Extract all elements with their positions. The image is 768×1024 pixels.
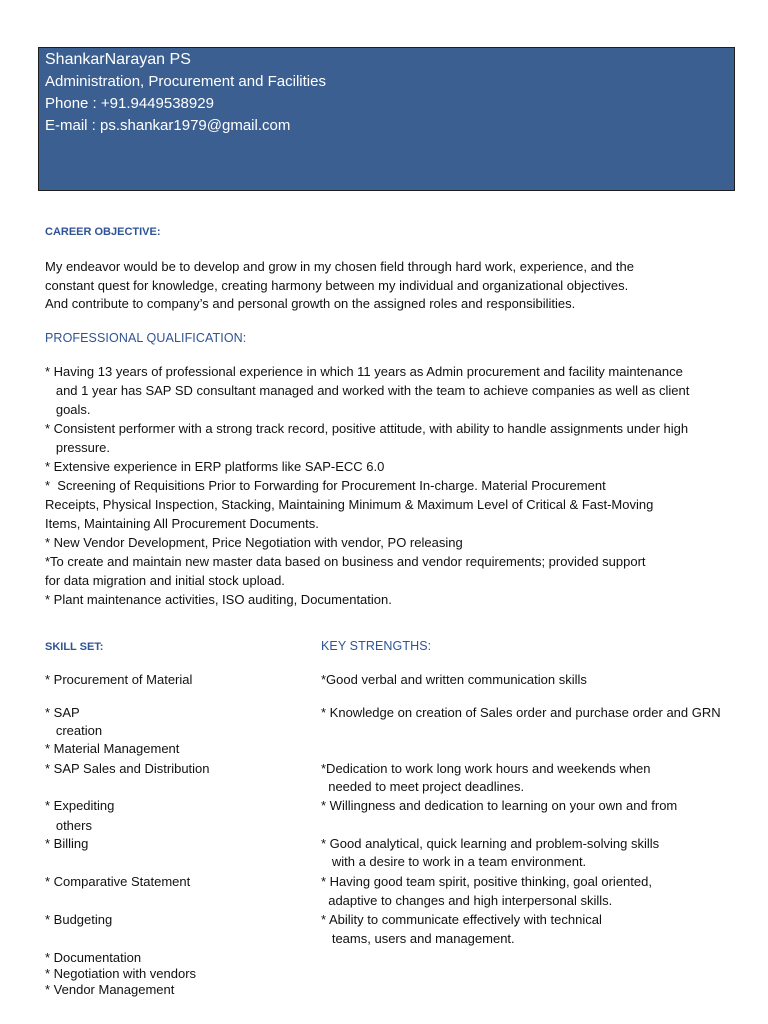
qualification-line: *To create and maintain new master data based on business and vendor requirements; provided support xyxy=(45,554,646,569)
strength-item: needed to meet project deadlines. xyxy=(321,779,525,794)
skill-item: * Expediting xyxy=(45,798,115,813)
candidate-email: E-mail : ps.shankar1979@gmail.com xyxy=(45,117,291,134)
qualification-line: * Extensive experience in ERP platforms like SAP-ECC 6.0 xyxy=(45,459,385,474)
skill-item: * Documentation xyxy=(45,950,142,965)
skill-item: others xyxy=(45,818,92,833)
strength-item: *Dedication to work long work hours and weekends when xyxy=(321,761,651,776)
career-objective-line: constant quest for knowledge, creating harmony between my individual and organizational objectives. xyxy=(45,277,629,293)
skill-item: * Procurement of Material xyxy=(45,672,193,687)
qualification-line: * Consistent performer with a strong track record, positive attitude, with ability to handle assignments under high xyxy=(45,421,689,436)
career-objective-line: And contribute to company’s and personal growth on the assigned roles and responsibilities. xyxy=(45,296,576,311)
career-objective-text xyxy=(45,258,634,314)
strength-item: * Knowledge on creation of Sales order and purchase order and GRN xyxy=(321,705,721,720)
strength-item: * Having good team spirit, positive thinking, goal oriented, xyxy=(321,874,652,889)
professional-qualification-list xyxy=(45,362,689,609)
qualification-line: and 1 year has SAP SD consultant managed and worked with the team to achieve companies as well as client xyxy=(45,383,690,398)
professional-qualification-title: PROFESSIONAL QUALIFICATION: xyxy=(45,331,247,345)
skill-item: * SAP Sales and Distribution xyxy=(45,761,210,776)
qualification-line: pressure. xyxy=(45,440,111,455)
qualification-line: * New Vendor Development, Price Negotiation with vendor, PO releasing xyxy=(45,535,463,550)
skill-item: * Billing xyxy=(45,836,89,851)
skill-item: * Negotiation with vendors xyxy=(45,966,197,981)
skill-item: * Vendor Management xyxy=(45,982,175,997)
candidate-phone: Phone : +91.9449538929 xyxy=(45,95,214,112)
strength-item: with a desire to work in a team environment. xyxy=(321,854,587,869)
skill-item: * Material Management xyxy=(45,741,180,756)
strength-item: * Good analytical, quick learning and problem-solving skills xyxy=(321,836,660,851)
skill-item: creation xyxy=(45,723,103,738)
skill-item: * Budgeting xyxy=(45,912,113,927)
strength-item: *Good verbal and written communication skills xyxy=(321,672,587,687)
key-strengths-title: KEY STRENGTHS: xyxy=(321,639,432,653)
qualification-line: for data migration and initial stock upload. xyxy=(45,573,285,588)
skill-item: * SAP xyxy=(45,705,80,720)
qualification-line: * Plant maintenance activities, ISO auditing, Documentation. xyxy=(45,592,392,607)
qualification-line: Items, Maintaining All Procurement Documents. xyxy=(45,516,319,531)
career-objective-line: My endeavor would be to develop and grow in my chosen field through hard work, experience, and the xyxy=(45,259,634,274)
strength-item: adaptive to changes and high interpersonal skills. xyxy=(321,893,613,908)
skill-item: * Comparative Statement xyxy=(45,874,191,889)
strength-item: * Willingness and dedication to learning on your own and from xyxy=(321,798,678,813)
resume-header xyxy=(38,47,735,191)
qualification-line: * Screening of Requisitions Prior to Forwarding for Procurement In-charge. Material Procurement xyxy=(45,478,606,493)
skill-set-title: SKILL SET: xyxy=(45,641,104,653)
candidate-name: ShankarNarayan PS xyxy=(45,51,191,68)
career-objective-title: CAREER OBJECTIVE: xyxy=(45,226,161,238)
strength-item: teams, users and management. xyxy=(321,931,515,946)
qualification-line: * Having 13 years of professional experience in which 11 years as Admin procurement and facility maintenance xyxy=(45,364,683,379)
qualification-line: Receipts, Physical Inspection, Stacking, Maintaining Minimum & Maximum Level of Critical & Fast-Moving xyxy=(45,497,654,512)
candidate-role: Administration, Procurement and Facilities xyxy=(45,73,326,90)
qualification-line: goals. xyxy=(45,402,91,417)
strength-item: * Ability to communicate effectively with technical xyxy=(321,912,602,927)
